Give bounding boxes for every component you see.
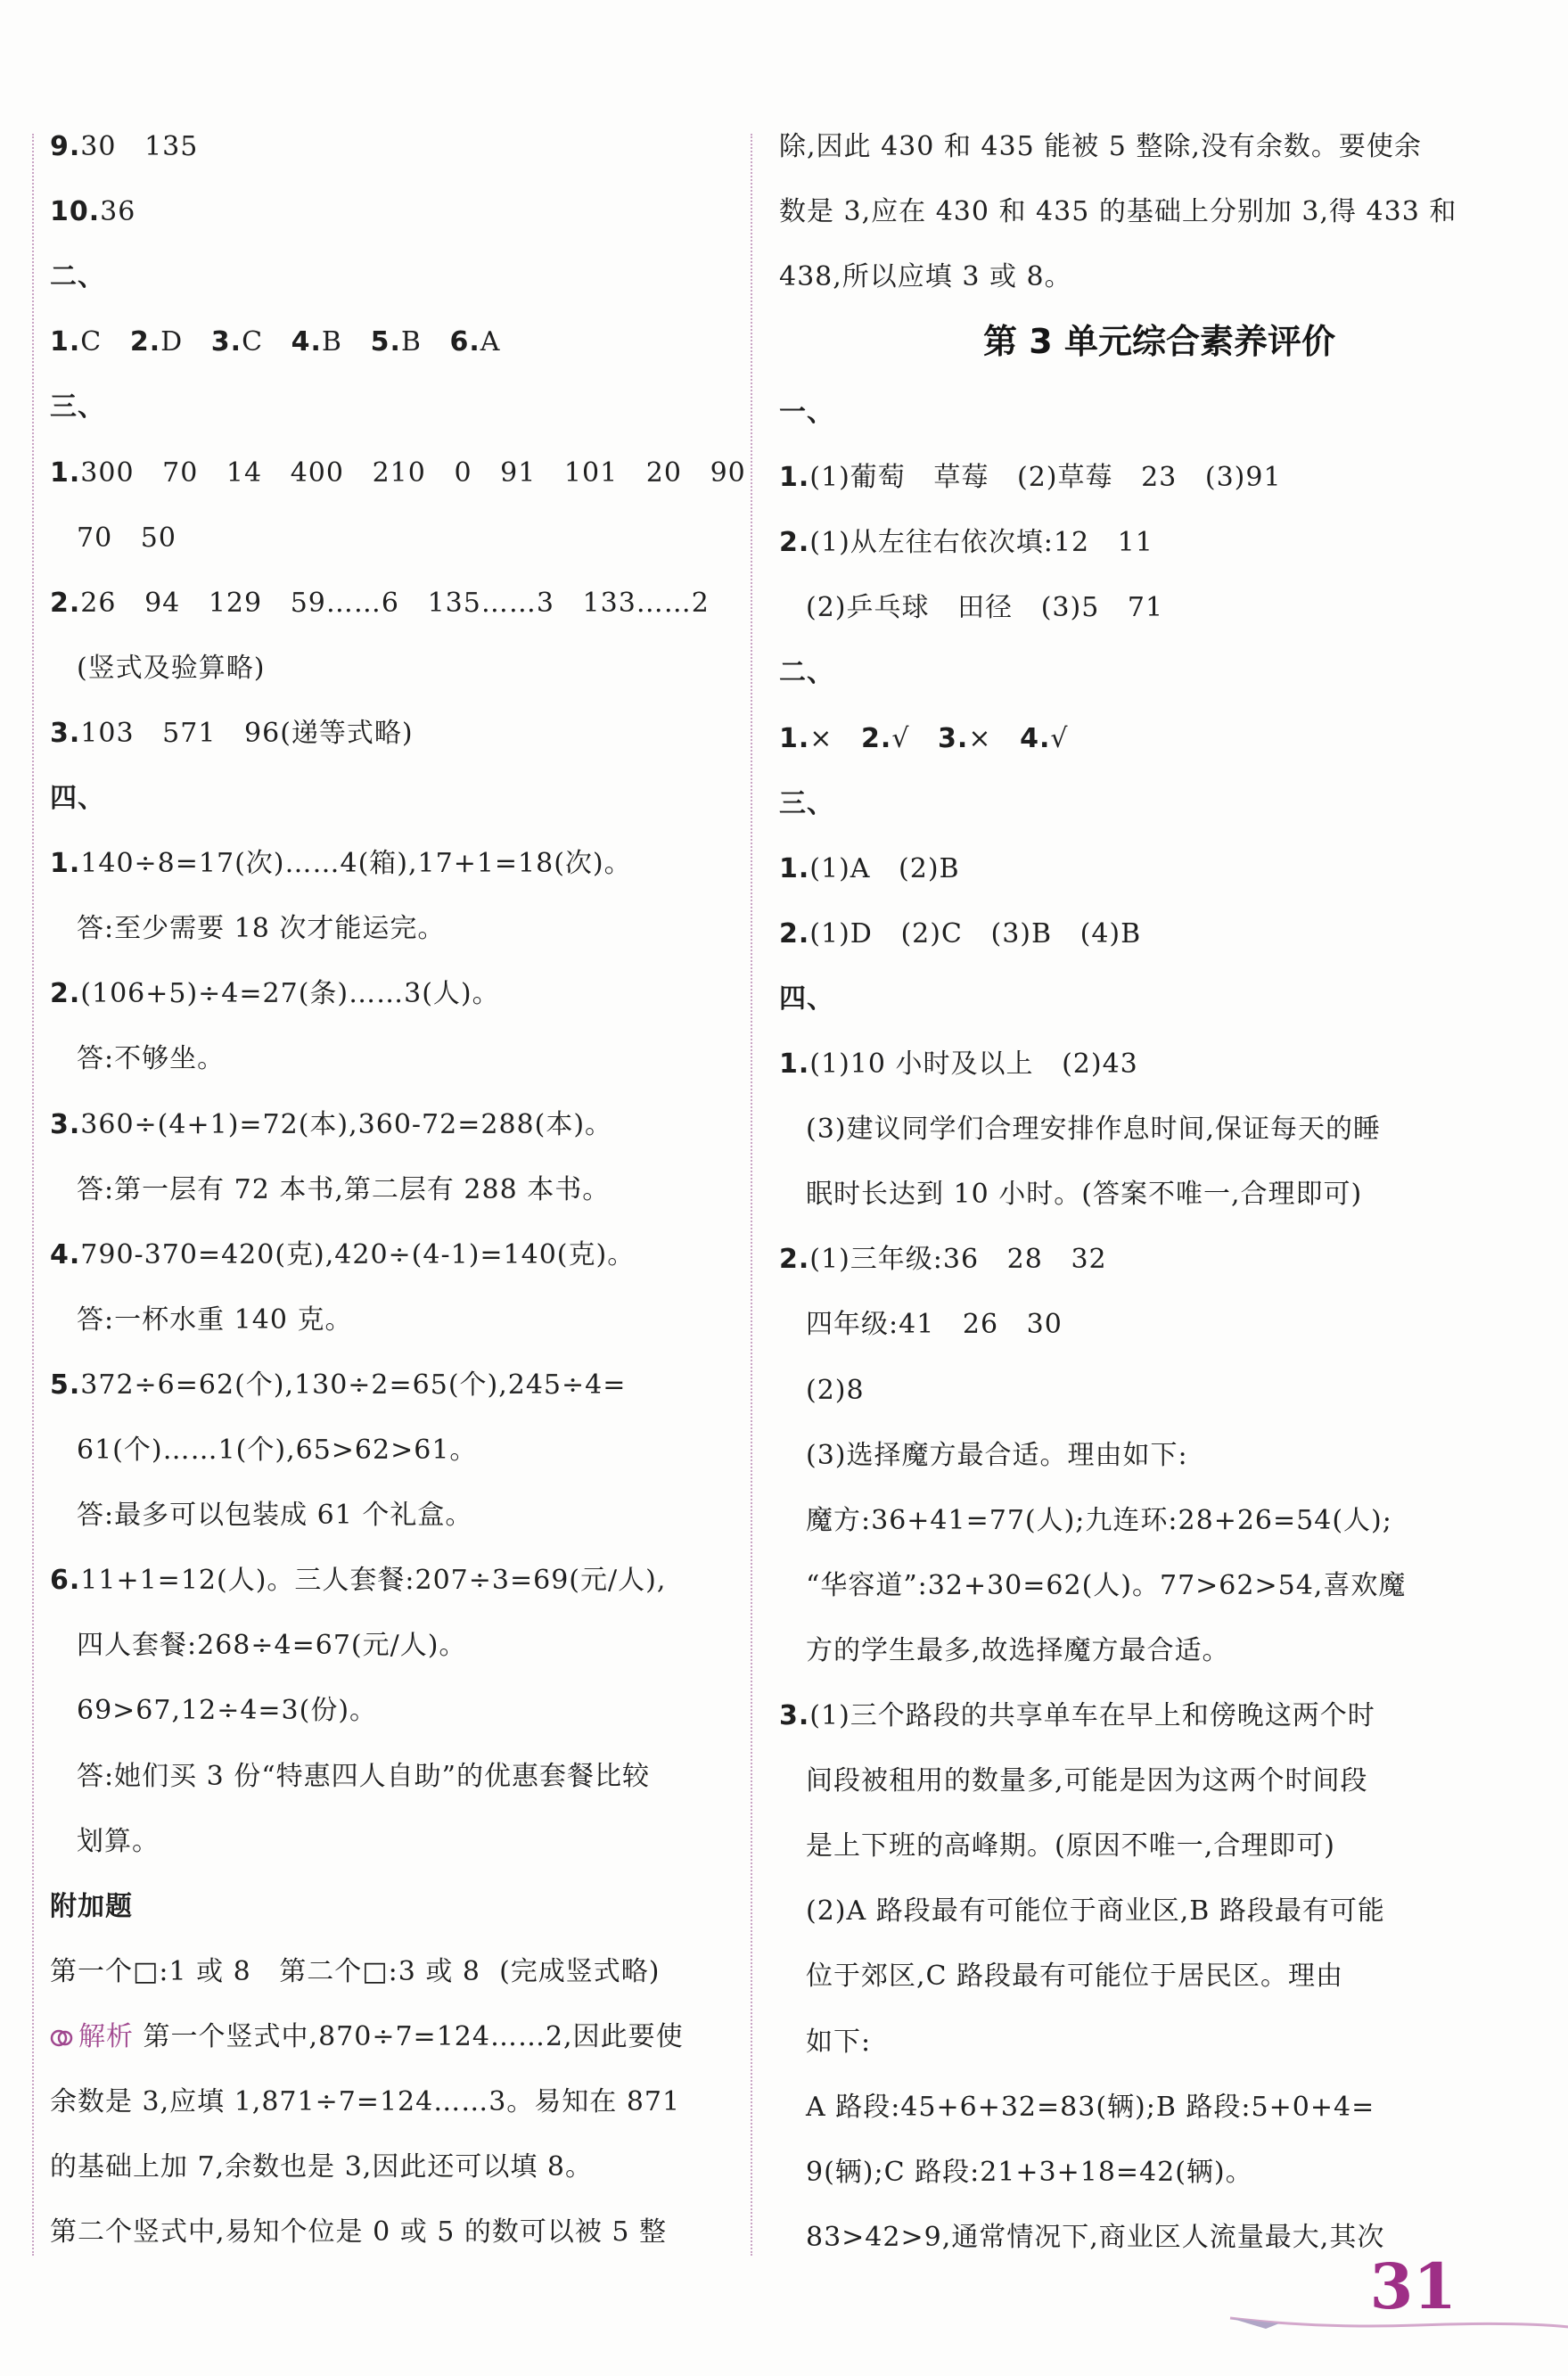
page-number: 31 <box>1369 2249 1457 2323</box>
section-label: 三、 <box>779 787 834 819</box>
question-number: 9. <box>50 131 81 162</box>
answer-text: 四年级:41 26 30 <box>806 1309 1063 1341</box>
answer-text: 答:她们买 3 份“特惠四人自助”的优惠套餐比较 <box>77 1760 650 1792</box>
answer-text: 数是 3,应在 430 和 435 的基础上分别加 3,得 433 和 <box>779 196 1457 228</box>
question-number: 2. <box>861 722 892 754</box>
answer-text: “华容道”:32+30=62(人)。77>62>54,喜欢魔 <box>806 1569 1407 1601</box>
answer-text: 372÷6=62(个),130÷2=65(个),245÷4= <box>80 1369 627 1401</box>
question-number: 4. <box>291 326 322 358</box>
section-heading <box>779 982 834 1017</box>
answer-text: 36 <box>100 196 136 228</box>
question-number: 1. <box>50 326 81 358</box>
answer-text: (3)选择魔方最合适。理由如下: <box>806 1439 1188 1471</box>
question-number: 3. <box>50 1108 81 1140</box>
answer-text: 140÷8=17(次)……4(箱),17+1=18(次)。 <box>80 848 632 880</box>
question-number: 10. <box>50 196 101 228</box>
answer-text: 300 70 14 400 210 0 91 101 20 90 <box>80 456 746 489</box>
answer-text: 9(辆);C 路段:21+3+18=42(辆)。 <box>806 2156 1253 2188</box>
answer-line <box>77 651 265 686</box>
answer-text: 69>67,12÷4=3(份)。 <box>77 1695 378 1727</box>
answer-value: × <box>968 722 1021 754</box>
answer-text: (1)三个路段的共享单车在早上和傍晚这两个时 <box>809 1700 1375 1731</box>
answer-line <box>77 1693 377 1729</box>
answer-line <box>50 2215 667 2250</box>
question-number: 1. <box>779 462 810 494</box>
answer-text: 划算。 <box>77 1825 160 1857</box>
answer-line <box>50 586 710 621</box>
answer-line <box>806 1764 1368 1799</box>
answer-text: 第一个□:1 或 8 第二个□:3 或 8 (完成竖式略) <box>50 1955 661 1987</box>
answer-line <box>779 259 1072 295</box>
section-label: 二、 <box>50 261 105 293</box>
section-heading <box>779 395 834 431</box>
answer-text: (2)乒乓球 田径 (3)5 71 <box>806 592 1164 624</box>
answer-text: (1)A (2)B <box>809 852 960 884</box>
answer-line <box>50 1107 612 1143</box>
answer-value: B <box>321 326 371 358</box>
answer-text: (竖式及验算略) <box>77 652 266 684</box>
answer-line <box>50 129 198 165</box>
answer-text: (1)三年级:36 28 32 <box>809 1244 1107 1276</box>
question-number: 1. <box>779 852 810 884</box>
answer-text: 答:不够坐。 <box>77 1043 226 1075</box>
question-number: 5. <box>50 1369 81 1401</box>
question-number: 3. <box>779 1700 810 1731</box>
question-number: 2. <box>779 917 810 950</box>
question-number: 2. <box>779 527 810 559</box>
answer-text: 除,因此 430 和 435 能被 5 整除,没有余数。要使余 <box>779 131 1422 162</box>
section-heading <box>779 655 834 691</box>
answer-line <box>77 1041 225 1077</box>
answer-value: B <box>400 326 450 358</box>
answer-text: 360÷(4+1)=72(本),360-72=288(本)。 <box>80 1108 613 1140</box>
answer-line <box>77 1303 352 1338</box>
section-label: 四、 <box>779 982 834 1015</box>
section-heading <box>50 781 105 817</box>
section-heading <box>50 259 105 295</box>
question-number: 3. <box>50 717 81 749</box>
answer-line <box>77 1498 472 1533</box>
section-heading <box>779 786 834 822</box>
answer-line <box>77 521 177 556</box>
answer-line <box>779 1242 1107 1278</box>
question-number: 3. <box>210 326 242 358</box>
answer-line <box>806 1633 1230 1669</box>
answer-line <box>806 2155 1253 2191</box>
answer-line <box>779 194 1457 230</box>
question-number: 1. <box>779 1048 810 1080</box>
analysis-icon <box>50 2029 73 2047</box>
answer-text: 790-370=420(克),420÷(4-1)=140(克)。 <box>80 1238 636 1270</box>
answer-text: 438,所以应填 3 或 8。 <box>779 261 1072 293</box>
answer-line <box>806 590 1163 626</box>
question-number: 5. <box>370 326 401 358</box>
answer-text: (2)8 <box>806 1374 865 1406</box>
answer-line <box>806 1959 1343 1994</box>
section-label: 附加题 <box>50 1890 133 1922</box>
answer-line <box>77 1433 477 1468</box>
answer-text: 26 94 129 59……6 135……3 133……2 <box>80 587 710 619</box>
answer-text: 位于郊区,C 路段最有可能位于居民区。理由 <box>806 1961 1344 1993</box>
answer-text: 83>42>9,通常情况下,商业区人流量最大,其次 <box>806 2221 1385 2253</box>
answer-text: 答:至少需要 18 次才能运完。 <box>77 913 446 945</box>
answer-text: 间段被租用的数量多,可能是因为这两个时间段 <box>806 1765 1368 1797</box>
answer-line <box>50 2019 684 2055</box>
answer-line <box>806 2220 1384 2256</box>
answer-line <box>806 1112 1381 1147</box>
answer-line <box>50 1368 626 1403</box>
answer-text: 103 571 96(递等式略) <box>80 717 414 749</box>
answer-line <box>50 1237 635 1273</box>
question-number: 4. <box>1020 722 1051 754</box>
question-number: 2. <box>50 978 81 1010</box>
answer-value: D <box>160 326 211 358</box>
answer-line <box>806 1894 1385 1929</box>
section-label: 四、 <box>50 783 105 814</box>
answer-text: 的基础上加 7,余数也是 3,因此还可以填 8。 <box>50 2151 593 2183</box>
answer-line <box>50 194 135 230</box>
answer-line <box>806 2025 871 2060</box>
question-number: 2. <box>779 1244 810 1276</box>
answer-value: √ <box>1050 722 1069 754</box>
answer-line <box>806 1373 865 1409</box>
answer-line <box>779 1047 1138 1082</box>
answer-line <box>50 1563 666 1599</box>
answer-text: 方的学生最多,故选择魔方最合适。 <box>806 1634 1230 1666</box>
question-number: 1. <box>50 848 81 880</box>
answer-text: 30 135 <box>80 131 199 162</box>
answer-text: 眠时长达到 10 小时。(答案不唯一,合理即可) <box>806 1179 1363 1211</box>
answer-choice-row <box>779 721 1068 757</box>
question-number: 6. <box>50 1565 81 1597</box>
answer-text: 第二个竖式中,易知个位是 0 或 5 的数可以被 5 整 <box>50 2216 668 2249</box>
section-label: 二、 <box>779 657 834 689</box>
answer-line <box>50 456 746 491</box>
question-number: 2. <box>129 326 161 358</box>
answer-value: × <box>809 722 862 754</box>
section-label: 三、 <box>50 391 105 423</box>
answer-text: (2)A 路段最有可能位于商业区,B 路段最有可能 <box>806 1895 1385 1928</box>
answer-text: 答:第一层有 72 本书,第二层有 288 本书。 <box>77 1173 611 1205</box>
answer-text: (1)从左往右依次填:12 11 <box>809 527 1153 559</box>
answer-text: 第一个竖式中,870÷7=124……2,因此要使 <box>134 2020 684 2052</box>
answer-line <box>50 846 632 882</box>
answer-line <box>806 1503 1392 1539</box>
question-number: 2. <box>50 587 81 619</box>
answer-line <box>806 1438 1188 1474</box>
answer-text: (1)葡萄 草莓 (2)草莓 23 (3)91 <box>809 462 1282 494</box>
answer-line <box>806 1307 1063 1343</box>
answer-text: (3)建议同学们合理安排作息时间,保证每天的睡 <box>806 1114 1382 1146</box>
answer-value: A <box>480 326 501 358</box>
answer-text: A 路段:45+6+32=83(辆);B 路段:5+0+4= <box>806 2091 1375 2123</box>
answer-value: C <box>242 326 291 358</box>
answer-line <box>77 1759 650 1795</box>
answer-line <box>779 460 1282 496</box>
answer-line <box>50 2084 680 2120</box>
question-number: 3. <box>938 722 969 754</box>
answer-text: 魔方:36+41=77(人);九连环:28+26=54(人); <box>806 1504 1392 1536</box>
answer-text: 是上下班的高峰期。(原因不唯一,合理即可) <box>806 1830 1335 1862</box>
answer-line <box>50 976 500 1012</box>
answer-line <box>77 1628 466 1664</box>
answer-line <box>779 129 1422 165</box>
answer-line <box>50 2150 593 2185</box>
answer-text: 答:一杯水重 140 克。 <box>77 1303 353 1336</box>
question-number: 6. <box>449 326 480 358</box>
section-heading <box>50 390 105 425</box>
answer-choice-row <box>50 325 500 360</box>
answer-line <box>806 1568 1406 1604</box>
answer-line <box>806 2090 1375 2125</box>
answer-line <box>77 1824 160 1860</box>
section-heading <box>50 1889 133 1925</box>
answer-value: C <box>80 326 130 358</box>
answer-line <box>77 911 445 947</box>
answer-value: √ <box>891 722 939 754</box>
question-number: 4. <box>50 1238 81 1270</box>
answer-line <box>50 716 414 752</box>
answer-text: 如下: <box>806 2026 872 2058</box>
analysis-label: 解析 <box>50 2021 134 2052</box>
answer-line <box>77 1172 610 1208</box>
answer-line <box>806 1829 1335 1864</box>
answer-text: 答:最多可以包装成 61 个礼盒。 <box>77 1500 473 1532</box>
answer-text: (106+5)÷4=27(条)……3(人)。 <box>80 978 500 1010</box>
answer-text: 61(个)……1(个),65>62>61。 <box>77 1435 478 1466</box>
question-number: 1. <box>779 722 810 754</box>
left-margin-rule <box>32 134 34 2256</box>
answer-line <box>779 917 1141 952</box>
answer-text: (1)D (2)C (3)B (4)B <box>809 917 1142 950</box>
answer-text: 余数是 3,应填 1,871÷7=124……3。易知在 871 <box>50 2086 681 2117</box>
answer-line <box>779 1698 1375 1734</box>
unit-title: 第 3 单元综合素养评价 <box>983 322 1335 361</box>
column-divider <box>751 134 752 2256</box>
answer-line <box>806 1177 1362 1213</box>
answer-text: 四人套餐:268÷4=67(元/人)。 <box>77 1630 467 1662</box>
answer-line <box>50 1954 661 1990</box>
section-label: 一、 <box>779 397 834 428</box>
answer-text: 11+1=12(人)。三人套餐:207÷3=69(元/人), <box>80 1565 667 1597</box>
answer-line <box>779 851 960 887</box>
answer-text: (1)10 小时及以上 (2)43 <box>809 1048 1138 1080</box>
question-number: 1. <box>50 456 81 489</box>
answer-line <box>779 525 1153 561</box>
answer-text: 70 50 <box>77 522 177 554</box>
